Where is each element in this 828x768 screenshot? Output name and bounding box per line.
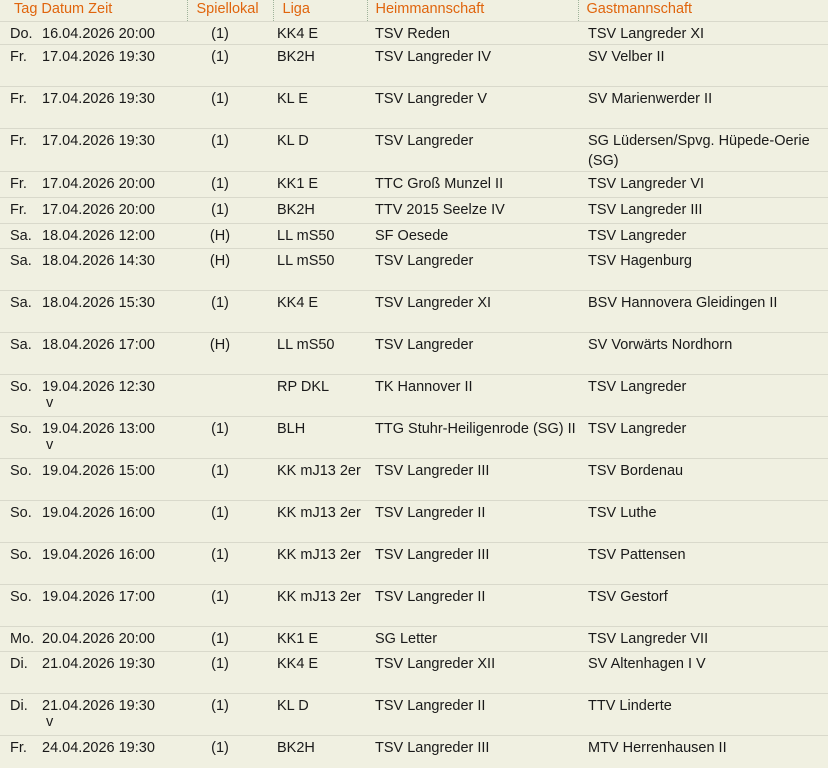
cell-tag: So. — [0, 543, 42, 585]
cell-heimmannschaft[interactable]: TSV Reden — [367, 22, 578, 45]
cell-datum: 19.04.2026 — [42, 421, 115, 437]
cell-datum: 19.04.2026 — [42, 547, 115, 563]
cell-spiellokal[interactable]: (1) — [187, 627, 273, 652]
cell-tag: Sa. — [0, 249, 42, 291]
cell-zeit: 15:00 — [118, 463, 155, 479]
cell-zeit: 20:00 — [118, 176, 155, 192]
cell-spiellokal[interactable]: (1) — [187, 736, 273, 768]
cell-gastmannschaft[interactable]: SV Altenhagen I V — [578, 652, 828, 694]
cell-heimmannschaft[interactable]: TSV Langreder — [367, 129, 578, 172]
cell-tag: So. — [0, 585, 42, 627]
header-spiellokal[interactable]: Spiellokal — [187, 0, 273, 22]
cell-datum: 19.04.2026 — [42, 379, 115, 395]
cell-tag: Sa. — [0, 333, 42, 375]
cell-gastmannschaft[interactable]: SV Marienwerder II — [578, 87, 828, 129]
table-row[interactable] — [0, 224, 828, 249]
cell-datum: 17.04.2026 — [42, 91, 115, 107]
cell-datum: 18.04.2026 — [42, 253, 115, 269]
cell-heimmannschaft[interactable]: SG Letter — [367, 627, 578, 652]
cell-datum: 18.04.2026 — [42, 295, 115, 311]
cell-tag: Mo. — [0, 627, 42, 652]
cell-heimmannschaft[interactable]: TSV Langreder IV — [367, 45, 578, 87]
cell-spiellokal[interactable]: (1) — [187, 501, 273, 543]
table-row[interactable] — [0, 87, 828, 129]
cell-spiellokal[interactable]: (1) — [187, 87, 273, 129]
cell-tag: Di. — [0, 652, 42, 694]
table-row[interactable] — [0, 22, 828, 45]
table-row[interactable] — [0, 291, 828, 333]
cell-datum: 21.04.2026 — [42, 698, 115, 714]
cell-liga[interactable]: KK mJ13 2er — [273, 543, 367, 585]
cell-gastmannschaft[interactable]: TSV Langreder VII — [578, 627, 828, 652]
cell-datum-zeit — [42, 694, 187, 736]
cell-datum-zeit — [42, 249, 187, 291]
cell-zeit: 19:30 — [118, 656, 155, 672]
cell-zeit: 19:30 — [118, 91, 155, 107]
cell-zeit: 17:00 — [118, 589, 155, 605]
header-liga[interactable]: Liga — [273, 0, 367, 22]
cell-datum-zeit — [42, 417, 187, 459]
cell-datum: 20.04.2026 — [42, 631, 115, 647]
cell-datum: 17.04.2026 — [42, 202, 115, 218]
cell-liga[interactable]: BLH — [273, 417, 367, 459]
table-row[interactable] — [0, 45, 828, 87]
cell-gastmannschaft[interactable]: TTV Linderte — [578, 694, 828, 736]
cell-datum-zeit — [42, 375, 187, 417]
cell-flag: v — [46, 395, 54, 411]
cell-tag: Di. — [0, 694, 42, 736]
table-row[interactable] — [0, 627, 828, 652]
cell-heimmannschaft[interactable]: TTV 2015 Seelze IV — [367, 198, 578, 224]
cell-spiellokal[interactable]: (1) — [187, 585, 273, 627]
cell-heimmannschaft[interactable]: TSV Langreder III — [367, 543, 578, 585]
cell-tag: Fr. — [0, 129, 42, 172]
table-row[interactable] — [0, 375, 828, 417]
cell-heimmannschaft[interactable]: TSV Langreder XI — [367, 291, 578, 333]
cell-heimmannschaft[interactable]: TSV Langreder V — [367, 87, 578, 129]
table-row[interactable] — [0, 543, 828, 585]
cell-spiellokal[interactable]: (1) — [187, 652, 273, 694]
cell-datum: 19.04.2026 — [42, 505, 115, 521]
cell-datum-zeit — [42, 459, 187, 501]
cell-heimmannschaft[interactable]: TSV Langreder XII — [367, 652, 578, 694]
cell-spiellokal[interactable]: (1) — [187, 694, 273, 736]
cell-spiellokal[interactable]: (1) — [187, 198, 273, 224]
cell-datum: 17.04.2026 — [42, 133, 115, 149]
cell-datum: 24.04.2026 — [42, 740, 115, 756]
cell-zeit: 15:30 — [118, 295, 155, 311]
cell-gastmannschaft[interactable]: SG Lüdersen/Spvg. Hüpede-Oerie (SG) — [578, 129, 828, 172]
cell-tag: Fr. — [0, 198, 42, 224]
cell-datum-zeit — [42, 45, 187, 87]
table-row[interactable] — [0, 249, 828, 291]
cell-datum-zeit — [42, 172, 187, 198]
cell-liga[interactable]: RP DKL — [273, 375, 367, 417]
cell-liga[interactable]: BK2H — [273, 736, 367, 768]
cell-zeit: 19:30 — [118, 740, 155, 756]
cell-zeit: 20:00 — [118, 202, 155, 218]
cell-gastmannschaft[interactable]: TSV Pattensen — [578, 543, 828, 585]
cell-heimmannschaft[interactable]: TTG Stuhr-Heiligenrode (SG) II — [367, 417, 578, 459]
cell-liga[interactable]: KL E — [273, 87, 367, 129]
cell-spiellokal[interactable]: (1) — [187, 291, 273, 333]
cell-gastmannschaft[interactable]: TSV Langreder — [578, 417, 828, 459]
cell-liga[interactable]: KK4 E — [273, 22, 367, 45]
cell-zeit: 12:00 — [118, 228, 155, 244]
cell-datum-zeit — [42, 627, 187, 652]
cell-datum-zeit — [42, 585, 187, 627]
cell-datum: 19.04.2026 — [42, 589, 115, 605]
cell-tag: So. — [0, 417, 42, 459]
cell-gastmannschaft[interactable]: TSV Langreder XI — [578, 22, 828, 45]
table-row[interactable] — [0, 501, 828, 543]
cell-gastmannschaft[interactable]: TSV Langreder III — [578, 198, 828, 224]
cell-datum-zeit — [42, 198, 187, 224]
cell-spiellokal[interactable]: (H) — [187, 249, 273, 291]
cell-zeit: 12:30 — [118, 379, 155, 395]
cell-datum-zeit — [42, 87, 187, 129]
table-row[interactable] — [0, 736, 828, 768]
cell-liga[interactable]: LL mS50 — [273, 249, 367, 291]
table-row[interactable] — [0, 652, 828, 694]
table-row[interactable] — [0, 333, 828, 375]
cell-liga[interactable]: KL D — [273, 129, 367, 172]
cell-datum: 18.04.2026 — [42, 337, 115, 353]
cell-tag: Sa. — [0, 291, 42, 333]
cell-tag: Fr. — [0, 736, 42, 768]
table-row[interactable] — [0, 459, 828, 501]
cell-gastmannschaft[interactable]: BSV Hannovera Gleidingen II — [578, 291, 828, 333]
cell-tag: So. — [0, 501, 42, 543]
cell-liga[interactable]: LL mS50 — [273, 224, 367, 249]
cell-zeit: 13:00 — [118, 421, 155, 437]
table-row[interactable] — [0, 172, 828, 198]
cell-gastmannschaft[interactable]: TSV Langreder VI — [578, 172, 828, 198]
cell-tag: Fr. — [0, 87, 42, 129]
cell-spiellokal[interactable]: (1) — [187, 172, 273, 198]
cell-liga[interactable]: KK mJ13 2er — [273, 501, 367, 543]
cell-liga[interactable]: KK4 E — [273, 652, 367, 694]
cell-heimmannschaft[interactable]: TSV Langreder III — [367, 736, 578, 768]
cell-heimmannschaft[interactable]: TSV Langreder — [367, 333, 578, 375]
cell-spiellokal[interactable]: (1) — [187, 459, 273, 501]
cell-datum-zeit — [42, 543, 187, 585]
cell-heimmannschaft[interactable]: TTC Groß Munzel II — [367, 172, 578, 198]
cell-liga[interactable]: KK mJ13 2er — [273, 585, 367, 627]
cell-gastmannschaft[interactable]: TSV Langreder — [578, 224, 828, 249]
table-row[interactable] — [0, 694, 828, 736]
cell-gastmannschaft[interactable]: TSV Bordenau — [578, 459, 828, 501]
cell-liga[interactable]: KK1 E — [273, 172, 367, 198]
cell-zeit: 17:00 — [118, 337, 155, 353]
cell-spiellokal[interactable]: (1) — [187, 417, 273, 459]
cell-zeit: 19:30 — [118, 133, 155, 149]
cell-tag: Fr. — [0, 172, 42, 198]
header-datum-zeit[interactable]: Datum Zeit — [41, 1, 113, 17]
cell-zeit: 19:30 — [118, 49, 155, 65]
cell-gastmannschaft[interactable]: TSV Langreder — [578, 375, 828, 417]
cell-liga[interactable]: BK2H — [273, 45, 367, 87]
table-row[interactable] — [0, 129, 828, 172]
cell-tag: Fr. — [0, 45, 42, 87]
cell-heimmannschaft[interactable]: TSV Langreder II — [367, 694, 578, 736]
cell-datum: 17.04.2026 — [42, 49, 115, 65]
cell-datum-zeit — [42, 501, 187, 543]
cell-spiellokal[interactable]: (H) — [187, 224, 273, 249]
cell-zeit: 16:00 — [118, 547, 155, 563]
header-tag[interactable]: Tag — [14, 1, 38, 17]
table-row[interactable] — [0, 198, 828, 224]
header-heimmannschaft[interactable]: Heimmannschaft — [367, 0, 578, 22]
cell-heimmannschaft[interactable]: TSV Langreder II — [367, 585, 578, 627]
cell-zeit: 19:30 — [118, 698, 155, 714]
cell-heimmannschaft[interactable]: TSV Langreder II — [367, 501, 578, 543]
cell-heimmannschaft[interactable]: TK Hannover II — [367, 375, 578, 417]
cell-flag: v — [46, 437, 54, 453]
cell-zeit: 20:00 — [118, 26, 155, 42]
cell-heimmannschaft[interactable]: SF Oesede — [367, 224, 578, 249]
cell-gastmannschaft[interactable]: SV Velber II — [578, 45, 828, 87]
header-gastmannschaft[interactable]: Gastmannschaft — [578, 0, 828, 22]
header-row — [0, 0, 828, 22]
cell-gastmannschaft[interactable]: TSV Gestorf — [578, 585, 828, 627]
cell-datum: 18.04.2026 — [42, 228, 115, 244]
header-tag-datum-zeit[interactable] — [0, 0, 187, 22]
cell-gastmannschaft[interactable]: SV Vorwärts Nordhorn — [578, 333, 828, 375]
cell-datum-zeit — [42, 652, 187, 694]
cell-datum-zeit — [42, 333, 187, 375]
cell-spiellokal[interactable]: (1) — [187, 129, 273, 172]
cell-spiellokal[interactable]: (1) — [187, 22, 273, 45]
cell-liga[interactable]: KL D — [273, 694, 367, 736]
cell-datum: 19.04.2026 — [42, 463, 115, 479]
table-row[interactable] — [0, 585, 828, 627]
cell-spiellokal[interactable]: (1) — [187, 543, 273, 585]
cell-tag: So. — [0, 459, 42, 501]
cell-tag: Do. — [0, 22, 42, 45]
cell-datum-zeit — [42, 22, 187, 45]
cell-datum-zeit — [42, 736, 187, 768]
cell-gastmannschaft[interactable]: TSV Luthe — [578, 501, 828, 543]
cell-liga[interactable]: KK mJ13 2er — [273, 459, 367, 501]
cell-datum-zeit — [42, 291, 187, 333]
cell-liga[interactable]: KK4 E — [273, 291, 367, 333]
cell-datum: 16.04.2026 — [42, 26, 115, 42]
cell-flag: v — [46, 714, 54, 730]
cell-datum: 17.04.2026 — [42, 176, 115, 192]
cell-gastmannschaft[interactable]: MTV Herrenhausen II — [578, 736, 828, 768]
cell-zeit: 16:00 — [118, 505, 155, 521]
cell-tag: Sa. — [0, 224, 42, 249]
cell-spiellokal[interactable]: (H) — [187, 333, 273, 375]
cell-datum-zeit — [42, 224, 187, 249]
cell-gastmannschaft[interactable]: TSV Hagenburg — [578, 249, 828, 291]
cell-spiellokal[interactable] — [187, 375, 273, 417]
cell-heimmannschaft[interactable]: TSV Langreder — [367, 249, 578, 291]
cell-zeit: 14:30 — [118, 253, 155, 269]
cell-liga[interactable]: LL mS50 — [273, 333, 367, 375]
cell-datum-zeit — [42, 129, 187, 172]
cell-heimmannschaft[interactable]: TSV Langreder III — [367, 459, 578, 501]
cell-spiellokal[interactable]: (1) — [187, 45, 273, 87]
cell-zeit: 20:00 — [118, 631, 155, 647]
cell-liga[interactable]: KK1 E — [273, 627, 367, 652]
cell-datum: 21.04.2026 — [42, 656, 115, 672]
cell-tag: So. — [0, 375, 42, 417]
table-row[interactable] — [0, 417, 828, 459]
cell-liga[interactable]: BK2H — [273, 198, 367, 224]
